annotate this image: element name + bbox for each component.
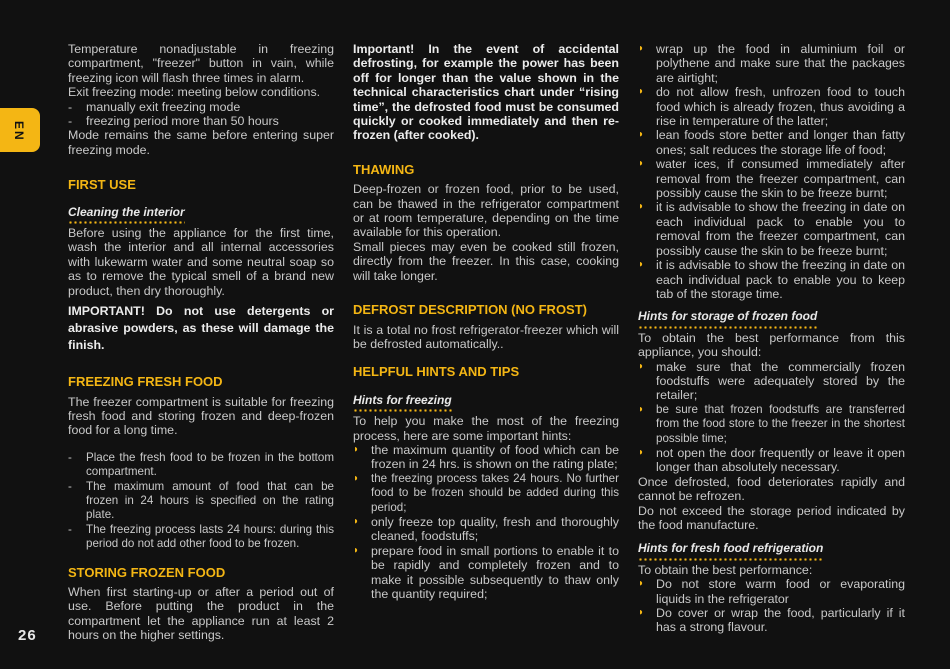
paragraph: Before using the appliance for the first time, wash the interior and all internal accessories with lukewarm water and some neutral soap so as to remove the typical smell of a brand new product, then dry thoroughly. — [68, 226, 334, 298]
section-heading: STORING FROZEN FOOD — [68, 564, 226, 580]
list-item: ◗ lean foods store better and longer than fatty ones; salt reduces the storage life of food; — [638, 128, 905, 157]
paragraph: Exit freezing mode: meeting below conditions. — [68, 85, 321, 100]
list-item: - manually exit freezing mode — [68, 99, 241, 114]
column-1 — [68, 42, 334, 643]
subheading: Hints for storage of frozen food — [638, 309, 817, 328]
bullet-icon: ◗ — [353, 544, 360, 556]
bullet-icon: ◗ — [353, 515, 360, 527]
bullet-icon: ◗ — [638, 158, 645, 170]
column-3 — [638, 42, 905, 635]
section-heading: THAWING — [353, 161, 415, 177]
bullet-icon: ◗ — [638, 86, 645, 98]
list-item: - freezing period more than 50 hours — [68, 114, 279, 129]
page-number: 26 — [18, 627, 37, 644]
list-item: ◗ Do not store warm food or evaporating liquids in the refrigerator — [638, 577, 905, 606]
list-item: ◗ only freeze top quality, fresh and thoroughly cleaned, foodstuffs; — [353, 514, 619, 544]
list-item: ◗ make sure that the commercially frozen foodstuffs were adequately stored by the retailer; — [638, 359, 905, 403]
list-item: ◗ Do cover or wrap the food, particularly if it has a strong flavour. — [638, 606, 905, 635]
section-heading: HELPFUL HINTS AND TIPS — [353, 364, 520, 380]
list-item: ◗ do not allow fresh, unfrozen food to touch food which is already frozen, thus avoiding a rise in temperature of the latter; — [638, 85, 905, 129]
bullet-icon: ◗ — [638, 607, 645, 619]
bullet-icon: ◗ — [638, 360, 645, 372]
paragraph: To obtain the best performance from this appliance, you should: — [638, 330, 905, 360]
bullet-icon: ◗ — [638, 446, 645, 458]
paragraph: Once defrosted, food deteriorates rapidly and cannot be refrozen. — [638, 474, 905, 504]
paragraph: It is a total no frost refrigerator-freezer which will be defrosted automatically.. — [353, 322, 619, 351]
bullet-icon: ◗ — [638, 43, 645, 54]
column-2 — [353, 42, 619, 601]
subheading: Hints for freezing — [353, 393, 452, 412]
bullet-icon: ◗ — [353, 472, 360, 484]
list-item: - The maximum amount of food that can be frozen in 24 hours is specified on the rating plate. — [68, 479, 334, 522]
list-item: - Place the fresh food to be frozen in the bottom compartment. — [68, 450, 334, 479]
language-label: EN — [12, 121, 26, 142]
paragraph: The freezer compartment is suitable for freezing fresh food and storing frozen and deep-frozen food for a long time. — [68, 394, 334, 438]
paragraph: Deep-frozen or frozen food, prior to be used, can be thawed in the refrigerator compartment or at room temperature, depending on the time available for this operation. — [353, 182, 619, 240]
list-item: ◗ it is advisable to show the freezing in date on each individual pack to enable you to removal from the freezer compartment, can possibly cause the skin to be freeze burnt; — [638, 200, 905, 258]
bullet-icon: ◗ — [638, 403, 645, 415]
section-heading: FREEZING FRESH FOOD — [68, 374, 223, 390]
important-note: IMPORTANT! Do not use detergents or abrasive powders, as these will damage the finish. — [68, 304, 334, 353]
subheading: Cleaning the interior — [68, 205, 185, 224]
list-item: ◗ the maximum quantity of food which can be frozen in 24 hrs. is shown on the rating plate; — [353, 442, 619, 472]
important-note: Important! In the event of accidental defrosting, for example the power has been off for longer than the value shown in the technical characteristics chart under “rising time”, the defrosted food must be consumed quickly or cooked immediately and then re-frozen (after cooked). — [353, 42, 619, 143]
paragraph: To obtain the best performance: — [638, 562, 813, 577]
paragraph: To help you make the most of the freezing process, here are some important hints: — [353, 414, 619, 443]
list-item: ◗ the freezing process takes 24 hours. No further food to be frozen should be added during this period; — [353, 471, 619, 514]
bullet-icon: ◗ — [638, 201, 645, 213]
section-heading: FIRST USE — [68, 177, 136, 193]
language-tab — [0, 108, 40, 152]
bullet-icon: ◗ — [638, 578, 645, 590]
bullet-icon: ◗ — [638, 259, 645, 271]
bullet-icon: ◗ — [353, 443, 360, 455]
paragraph: Mode remains the same before entering super freezing mode. — [68, 128, 334, 157]
list-item: - The freezing process lasts 24 hours: during this period do not add other food to be frozen. — [68, 522, 334, 551]
list-item: ◗ prepare food in small portions to enable it to be rapidly and completely frozen and to make it possible subsequently to thaw only the quantity required; — [353, 543, 619, 601]
paragraph: When first starting-up or after a period out of use. Before putting the product in the compartment let the appliance run at least 2 hours on the higher settings. — [68, 584, 334, 643]
paragraph: Temperature nonadjustable in freezing compartment, "freezer" button in vain, while freezing icon will flash three times in alarm. — [68, 42, 334, 85]
list-item: ◗ be sure that frozen foodstuffs are transferred from the food store to the freezer in the shortest possible time; — [638, 402, 905, 445]
list-item: ◗ water ices, if consumed immediately after removal from the freezer compartment, can possibly cause the skin to be freeze burnt; — [638, 157, 905, 201]
list-item: ◗ not open the door frequently or leave it open longer than absolutely necessary. — [638, 445, 905, 475]
list-item: ◗ it is advisable to show the freezing in date on each individual pack to enable you to keep tab of the storage time. — [638, 258, 905, 301]
subheading: Hints for fresh food refrigeration — [638, 541, 823, 560]
section-heading: DEFROST DESCRIPTION (NO FROST) — [353, 302, 587, 318]
paragraph: Small pieces may even be cooked still frozen, directly from the freezer. In this case, cooking will take longer. — [353, 239, 619, 283]
list-item: ◗ wrap up the food in aluminium foil or polythene and make sure that the packages are airtight; — [638, 42, 905, 85]
paragraph: Do not exceed the storage period indicated by the food manufacture. — [638, 503, 905, 532]
bullet-icon: ◗ — [638, 129, 645, 141]
